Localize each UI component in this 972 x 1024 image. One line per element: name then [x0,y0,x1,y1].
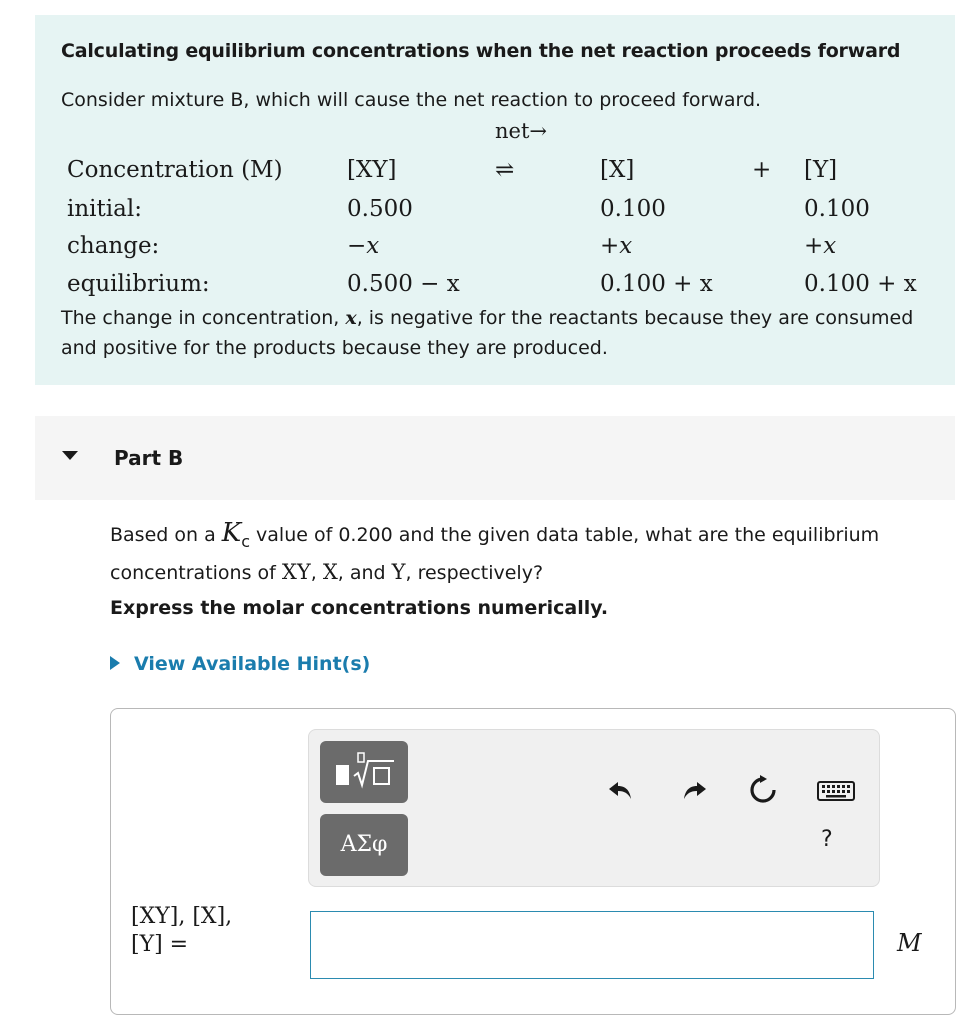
table-header-label: Concentration (M) [67,157,283,183]
math-toolbar [308,729,880,887]
net-arrow-label: net→ [495,119,547,143]
species-y: [Y] [804,157,838,183]
change-y: +x [804,233,837,259]
expand-triangle-icon [110,656,120,670]
templates-button[interactable] [320,741,408,803]
redo-icon[interactable] [678,774,710,806]
equilibrium-arrow: ⇌ [495,157,515,183]
templates-icon [320,741,408,803]
help-button[interactable]: ? [821,827,833,852]
part-b-label: Part B [114,446,184,470]
info-title: Calculating equilibrium concentrations when the net reaction proceeds forward [61,40,901,62]
species-xy: [XY] [347,157,397,183]
species-x: [X] [600,157,635,183]
initial-x: 0.100 [600,196,666,222]
row-label-initial: initial: [67,196,142,222]
initial-y: 0.100 [804,196,870,222]
collapse-triangle-icon[interactable] [62,451,78,460]
equilibrium-xy: 0.500 − x [347,271,460,297]
part-b-header[interactable] [35,416,955,500]
question-text: Based on a $K_c$ value of 0.200 and the given data table, what are the equilibrium concentrations of XY, X, and Y, respectively? [110,518,880,585]
initial-xy: 0.500 [347,196,413,222]
kc-symbol: $K_c$ [221,518,250,552]
row-label-change: change: [67,233,160,259]
info-box [35,15,955,385]
view-hints-link[interactable]: View Available Hint(s) [110,653,370,675]
answer-input[interactable] [310,911,874,979]
unit-label: M [897,929,922,957]
answer-box [110,708,956,1015]
row-label-equilibrium: equilibrium: [67,271,210,297]
change-x: +x [600,233,633,259]
equilibrium-y: 0.100 + x [804,271,917,297]
reset-icon[interactable] [747,774,779,806]
keyboard-icon[interactable] [816,774,856,806]
change-xy: −x [347,233,380,259]
info-note: The change in concentration, x, is negative for the reactants because they are consumed and positive for the products because they are produced. [61,307,914,359]
info-intro: Consider mixture B, which will cause the net reaction to proceed forward. [61,89,762,111]
undo-icon[interactable] [605,774,637,806]
instruction-text: Express the molar concentrations numerically. [110,597,609,619]
answer-label: [XY], [X], [Y] = [131,904,233,957]
greek-symbols-button[interactable]: ΑΣφ [320,814,408,876]
equilibrium-x: 0.100 + x [600,271,713,297]
plus-sign: + [752,157,772,183]
